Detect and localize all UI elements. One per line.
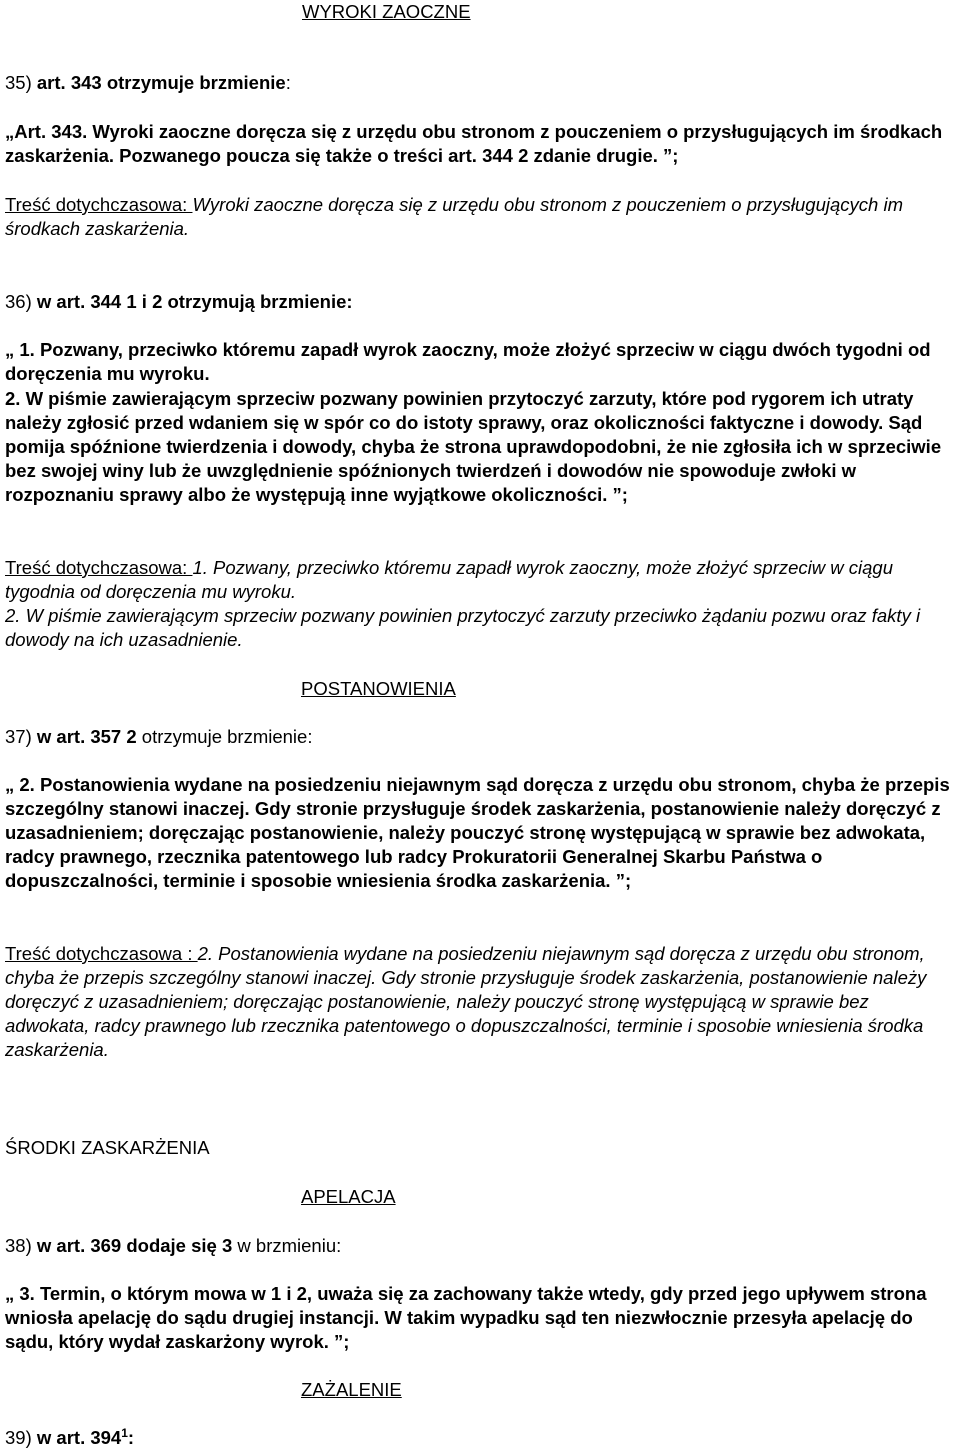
item-35-intro xyxy=(5,71,957,95)
item-37-w-art: w art. 357 xyxy=(36,726,122,747)
item-36-old-2: 2. W piśmie zawierającym sprzeciw pozwany powinien przytoczyć zarzuty przeciwko żądaniu pozwu oraz fakty i dowody na ich uzasadnienie. xyxy=(5,605,921,650)
old-content-text: 2. Postanowienia wydane na posiedzeniu niejawnym sąd doręcza z urzędu obu stronom, chyba że przepis szczególny stanowi inaczej. Gdy stronie przysługuje środek zaskarżenia, postanowienie należy doręczyć z uzasadnieniem; doręczając postanowienie, należy pouczyć stronę występującą w sprawie bez adwokata, radcy prawnego lub rzecznika patentowego o dopuszczalności, terminie i sposobie wniesienia środka zaskarżenia. xyxy=(5,943,927,1060)
old-content-text-1: 1. Pozwany, przeciwko któremu zapadł wyrok zaoczny, może złożyć sprzeciw w ciągu tygodnia od doręczenia mu wyroku. xyxy=(5,557,893,602)
item-38-quote: „ 3. Termin, o którym mowa w 1 i 2, uważa się za zachowany także wtedy, gdy przed jego upływem strona wniosła apelację do sądu drugiej instancji. W takim wypadku sąd ten niezwłocznie przesyła apelację do sądu, który wydał zaskarżony wyrok. ”; xyxy=(5,1283,927,1352)
heading-postanowienia: POSTANOWIENIA xyxy=(301,678,456,699)
heading-wyroki-zaoczne: WYROKI ZAOCZNE xyxy=(302,1,471,22)
item-39-intro xyxy=(5,1426,957,1452)
item-36-paragraph-2: 2. W piśmie zawierającym sprzeciw pozwany powinien przytoczyć zarzuty, które pod rygorem ich utraty należy zgłosić przed wdaniem się w spór co do istoty sprawy, oraz okoliczności faktyczne i dowody. Sąd pomija spóźnione twierdzenia i dowody, chyba że strona uprawdopodobni, że nie zgłosiła ich w sprzeciwie bez swojej winy lub że uwzględnienie spóźnionych twierdzeń i dowodów nie spowoduje zwłoki w rozpoznaniu sprawy albo że występują inne wyjątkowe okoliczności. ”; xyxy=(5,388,942,505)
item-37-number: 37) xyxy=(5,726,32,747)
old-content-label: Treść dotychczasowa: xyxy=(5,557,193,578)
item-36-paragraph-1: „ 1. Pozwany, przeciwko któremu zapadł wyrok zaoczny, może złożyć sprzeciw w ciągu dwóch tygodni od doręczenia mu wyroku. xyxy=(5,339,931,384)
old-content-text: Wyroki zaoczne doręcza się z urzędu obu stronom z pouczeniem o przysługujących im środkach zaskarżenia. xyxy=(5,194,903,239)
old-content-label: Treść dotychczasowa : xyxy=(5,943,198,964)
item-39-colon: : xyxy=(127,1427,135,1448)
item-39-superscript: 1 xyxy=(121,1426,128,1440)
item-37-old xyxy=(5,942,957,1062)
heading-apelacja: APELACJA xyxy=(301,1186,396,1207)
item-36-number: 36) xyxy=(5,291,32,312)
item-38-number: 38) xyxy=(5,1235,32,1256)
old-content-label: Treść dotychczasowa: xyxy=(5,194,193,215)
item-37-rest: otrzymuje brzmienie: xyxy=(136,726,313,747)
item-35-old xyxy=(5,193,957,241)
heading-zazalenie: ZAŻALENIE xyxy=(301,1379,402,1400)
item-37-intro xyxy=(5,725,957,749)
item-35-colon: : xyxy=(285,72,291,93)
item-35-number: 35) xyxy=(5,72,32,93)
item-38-intro xyxy=(5,1234,957,1258)
item-38-rest: w brzmieniu: xyxy=(232,1235,342,1256)
item-36-old xyxy=(5,556,957,604)
item-38-lead: w art. 369 dodaje się 3 xyxy=(31,1235,233,1256)
heading-srodki-zaskarzenia: ŚRODKI ZASKARŻENIA xyxy=(5,1137,210,1158)
item-37-paragraph-ref: 2 xyxy=(121,726,137,747)
item-35-lead: art. 343 otrzymuje brzmienie xyxy=(36,72,286,93)
item-35-quote: „Art. 343. Wyroki zaoczne doręcza się z urzędu obu stronom z pouczeniem o przysługujących im środkach zaskarżenia. Pozwanego poucza się także o treści art. 344 2 zdanie drugie. ”; xyxy=(5,121,943,166)
item-36-intro xyxy=(5,290,957,314)
item-39-number: 39) xyxy=(5,1427,32,1448)
item-36-lead: w art. 344 1 i 2 otrzymują brzmienie: xyxy=(36,291,353,312)
item-39-lead: w art. 394 xyxy=(31,1427,122,1448)
item-37-quote: „ 2. Postanowienia wydane na posiedzeniu niejawnym sąd doręcza z urzędu obu stronom, chyba że przepis szczególny stanowi inaczej. Gdy stronie przysługuje środek zaskarżenia, postanowienie należy doręczyć z uzasadnieniem; doręczając postanowienie, należy pouczyć stronę występującą w sprawie bez adwokata, radcy prawnego, rzecznika patentowego lub radcy Prokuratorii Generalnej Skarbu Państwa o dopuszczalności, terminie i sposobie wniesienia środka zaskarżenia. ”; xyxy=(5,774,950,891)
